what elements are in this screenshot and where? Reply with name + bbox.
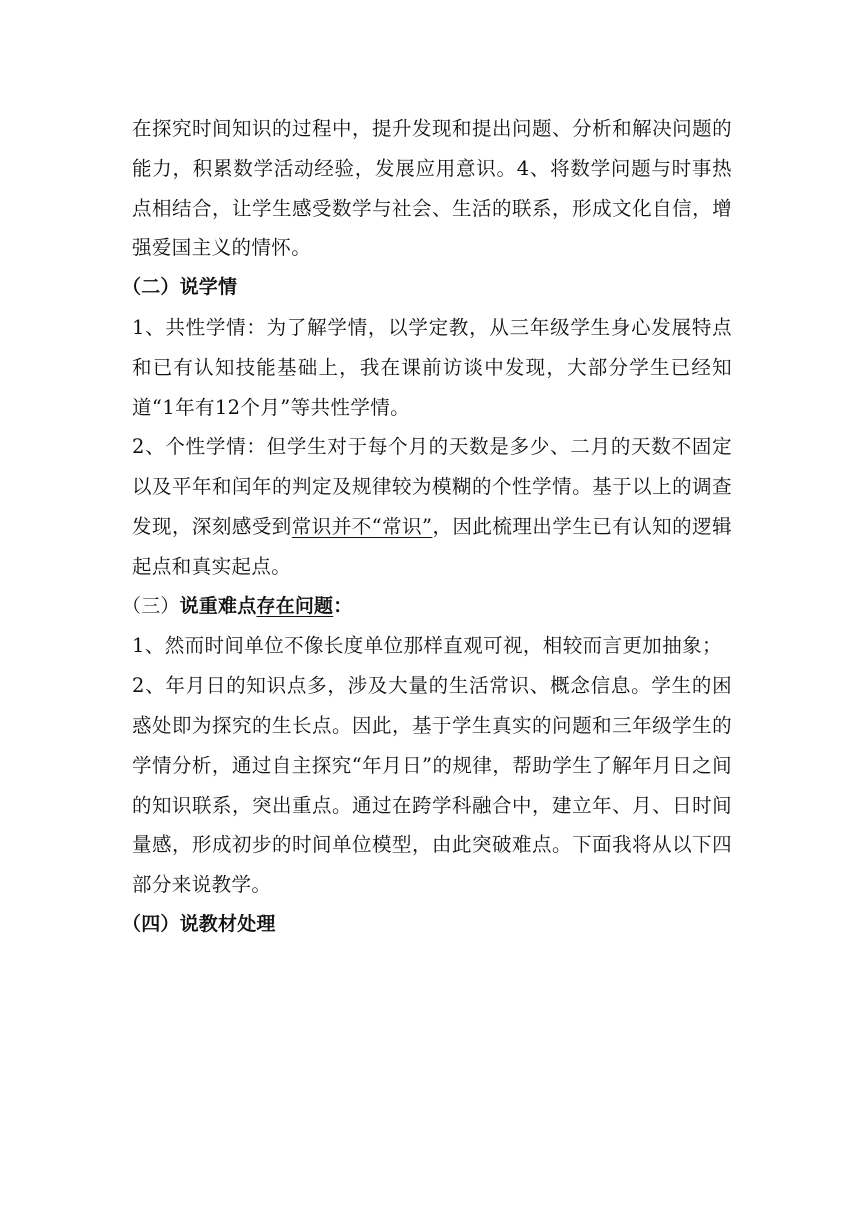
paragraph-problem-2: 2、年月日的知识点多，涉及大量的生活常识、概念信息。学生的困惑处即为探究的生长点。因此，基于学生真实的问题和三年级学生的学情分析，通过自主探究“年月日”的规律，帮助学生了解年月日之间的知识联系，突出重点。通过在跨学科融合中，建立年、月、日时间量感，形成初步的时间单位模型，由此突破难点。下面我将从以下四部分来说教学。: [132, 674, 732, 897]
paragraph-problem-1: 1、然而时间单位不像长度单位那样直观可视，相较而言更加抽象；: [132, 634, 722, 658]
paragraph-text: 2、个性学情：但学生对于每个月的天数是多少、二月的天数不固定以及平年和闰年的判定及规律较为模糊的个性学情。基于以上的调查发现，深刻感受到: [132, 435, 732, 538]
section-heading-textbook-handling: （四）说教材处理: [122, 912, 276, 935]
section-heading-learning-situation: （二）说学情: [122, 276, 238, 299]
paragraph-individual-learning-situation: [132, 427, 732, 586]
paragraph-goals-continued: 在探究时间知识的过程中，提升发现和提出问题、分析和解决问题的能力，积累数学活动经验，发展应用意识。4、将数学问题与时事热点相结合，让学生感受数学与社会、生活的联系，形成文化自信，增强爱国主义的情怀。: [132, 117, 732, 260]
underlined-phrase: 常识并不“常识”: [291, 514, 433, 538]
paragraph-text: ，因此梳理出学生已有认知的逻辑起点和真实起点。: [132, 514, 732, 578]
section-heading-key-difficulties: [122, 587, 732, 627]
heading-underlined-text: 存在问题: [256, 594, 334, 617]
paragraph-common-learning-situation: 1、共性学情：为了解学情，以学定教，从三年级学生身心发展特点和已有认知技能基础上，我在课前访谈中发现，大部分学生已经知道“1年有12个月”等共性学情。: [132, 315, 732, 419]
document-body: [122, 109, 732, 945]
heading-number: （三）: [122, 594, 180, 617]
heading-text: 说重难点: [179, 594, 257, 617]
heading-colon: ：: [333, 594, 353, 617]
